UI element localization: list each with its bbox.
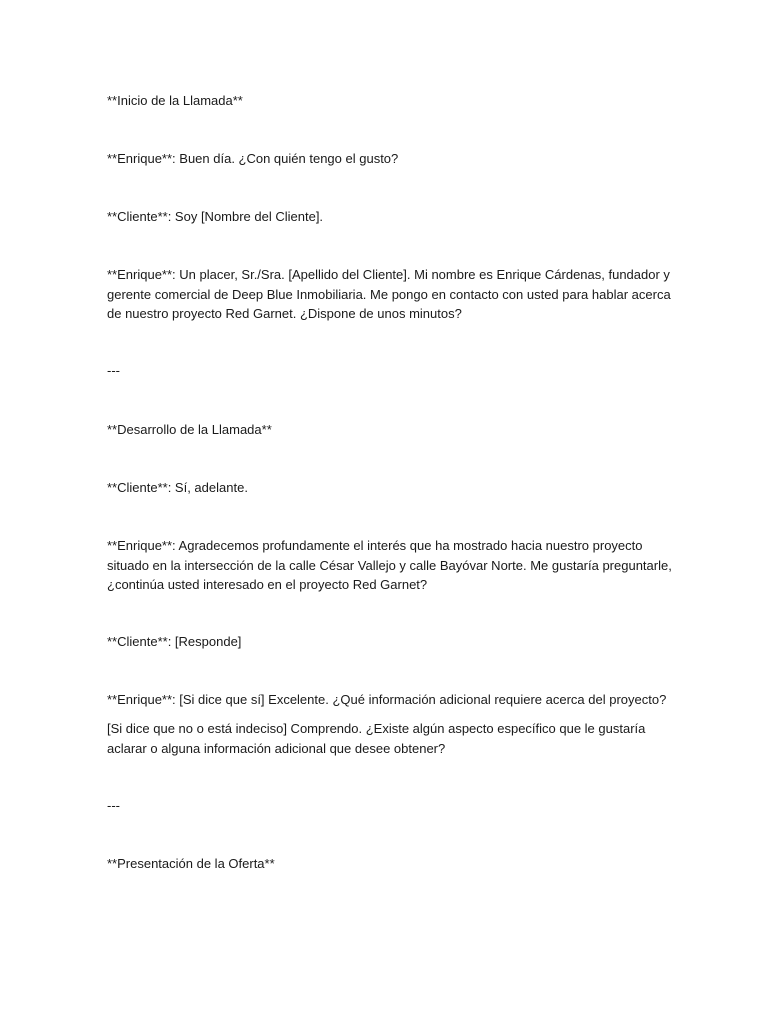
dialogue-enrique-no bbox=[107, 719, 667, 758]
text-line: **Enrique**: [Si dice que sí] Excelente. ¿Qué información adicional requiere acerca del proyecto? bbox=[107, 692, 667, 707]
text-line: [Si dice que no o está indeciso] Comprendo. ¿Existe algún aspecto específico que le gustaría bbox=[107, 721, 646, 736]
text-line: gerente comercial de Deep Blue Inmobiliaria. Me pongo en contacto con usted para hablar acerca bbox=[107, 286, 671, 302]
section-heading-desarrollo bbox=[107, 420, 667, 440]
text-line: situado en la intersección de la calle César Vallejo y calle Bayóvar Norte. Me gustaría preguntarle, bbox=[107, 557, 672, 573]
text-line: **Cliente**: [Responde] bbox=[107, 634, 242, 649]
text-line: **Presentación de la Oferta** bbox=[107, 856, 275, 871]
dialogue-enrique-interes bbox=[107, 536, 672, 595]
text-line: de nuestro proyecto Red Garnet. ¿Dispone de unos minutos? bbox=[107, 306, 462, 321]
section-heading-inicio bbox=[107, 91, 667, 111]
dialogue-cliente-adelante bbox=[107, 478, 667, 498]
text-line: **Cliente**: Soy [Nombre del Cliente]. bbox=[107, 209, 324, 224]
dialogue-enrique-greeting bbox=[107, 149, 667, 169]
dialogue-enrique-intro bbox=[107, 265, 671, 324]
text-line: **Enrique**: Un placer, Sr./Sra. [Apellido del Cliente]. Mi nombre es Enrique Cárdenas, fundador y bbox=[107, 267, 670, 282]
dialogue-cliente-responde bbox=[107, 632, 667, 652]
text-line: ¿continúa usted interesado en el proyecto Red Garnet? bbox=[107, 577, 428, 592]
text-line: **Enrique**: Buen día. ¿Con quién tengo el gusto? bbox=[107, 151, 399, 166]
text-line: --- bbox=[107, 363, 120, 378]
text-line: aclarar o alguna información adicional que desee obtener? bbox=[107, 740, 446, 756]
section-heading-oferta bbox=[107, 854, 667, 874]
text-line: **Cliente**: Sí, adelante. bbox=[107, 480, 248, 495]
separator bbox=[107, 361, 667, 381]
text-line: **Inicio de la Llamada** bbox=[107, 93, 243, 108]
text-line: **Desarrollo de la Llamada** bbox=[107, 422, 272, 437]
dialogue-cliente-name bbox=[107, 207, 667, 227]
separator bbox=[107, 796, 667, 816]
dialogue-enrique-si bbox=[107, 690, 667, 710]
text-line: --- bbox=[107, 798, 120, 813]
text-line: **Enrique**: Agradecemos profundamente el interés que ha mostrado hacia nuestro proyecto bbox=[107, 538, 643, 553]
